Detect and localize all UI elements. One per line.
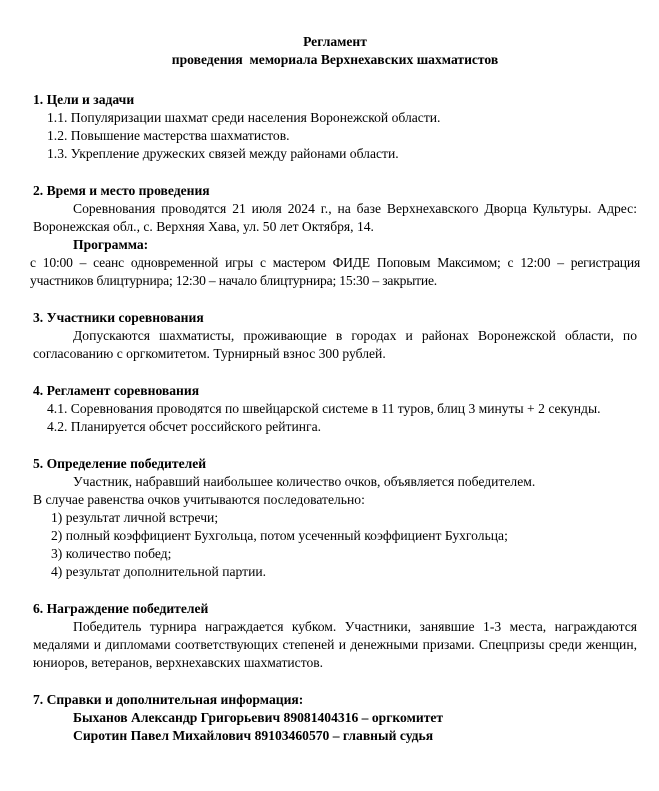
document-title	[33, 33, 637, 69]
section-heading: 5. Определение победителей	[33, 456, 207, 471]
program-heading: Программа:	[73, 237, 149, 252]
document-page	[30, 33, 640, 745]
section-goals	[33, 91, 637, 163]
paragraph: Победитель турнира награждается кубком. Участники, занявшие 1-3 места, награждаются медалями и дипломами соответствующих степеней и денежными призами. Спецпризы среди женщин, юниоров, ветеранов, верхнехавских шахматистов.	[33, 619, 637, 670]
list-item: 1.3. Укрепление дружеских связей между районами области.	[47, 146, 399, 161]
section-heading: 3. Участники соревнования	[33, 310, 204, 325]
section-heading: 1. Цели и задачи	[33, 92, 135, 107]
paragraph: В случае равенства очков учитываются последовательно:	[33, 492, 365, 507]
section-winners	[33, 455, 637, 581]
list-item: 3) количество побед;	[51, 546, 172, 561]
section-regulations	[33, 382, 637, 436]
list-item: 4) результат дополнительной партии.	[51, 564, 267, 579]
section-heading: 7. Справки и дополнительная информация:	[33, 692, 304, 707]
section-time-place	[30, 182, 640, 290]
section-awards	[33, 600, 637, 672]
paragraph: Соревнования проводятся 21 июля 2024 г., на базе Верхнехавского Дворца Культуры. Адрес: Воронежская обл., с. Верхняя Хава, ул. 50 лет Октября, 14.	[33, 201, 637, 234]
section-heading: 4. Регламент соревнования	[33, 383, 200, 398]
list-item: 2) полный коэффициент Бухгольца, потом усеченный коэффициент Бухгольца;	[51, 528, 508, 543]
contact-line: Сиротин Павел Михайлович 89103460570 – главный судья	[73, 728, 434, 743]
list-item: 1.1. Популяризации шахмат среди населения Воронежской области.	[47, 110, 441, 125]
section-heading: 2. Время и место проведения	[33, 183, 210, 198]
list-item: 1) результат личной встречи;	[51, 510, 219, 525]
title-line-1: Регламент	[303, 34, 367, 49]
title-line-2: проведения мемориала Верхнехавских шахматистов	[171, 52, 499, 67]
section-heading: 6. Награждение победителей	[33, 601, 209, 616]
section-participants	[33, 309, 637, 363]
list-item: 4.1. Соревнования проводятся по швейцарской системе в 11 туров, блиц 3 минуты + 2 секунды.	[47, 401, 601, 416]
list-item: 1.2. Повышение мастерства шахматистов.	[47, 128, 290, 143]
list-item: 4.2. Планируется обсчет российского рейтинга.	[47, 419, 322, 434]
contact-line: Быханов Александр Григорьевич 89081404316 – оргкомитет	[73, 710, 444, 725]
paragraph: Допускаются шахматисты, проживающие в городах и районах Воронежской области, по согласованию с оргкомитетом. Турнирный взнос 300 рублей.	[33, 328, 637, 361]
program-text: с 10:00 – сеанс одновременной игры с мастером ФИДЕ Поповым Максимом; с 12:00 – регистрация участников блицтурнира; 12:30 – начало блицтурнира; 15:30 – закрытие.	[30, 255, 640, 288]
paragraph: Участник, набравший наибольшее количество очков, объявляется победителем.	[73, 474, 536, 489]
section-contacts	[33, 691, 637, 745]
